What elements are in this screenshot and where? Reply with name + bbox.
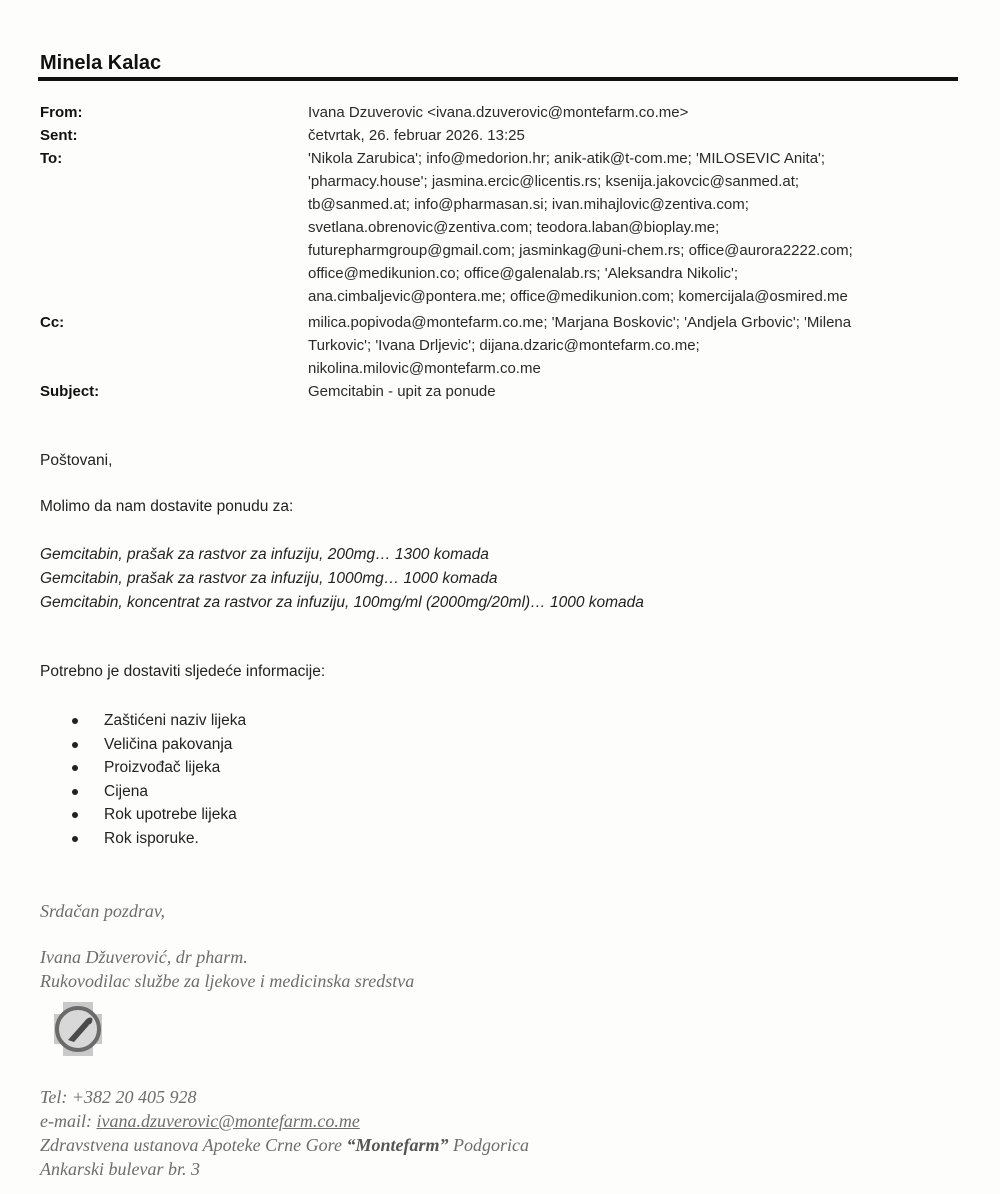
- org-city: Podgorica: [452, 1135, 529, 1155]
- email-label: e-mail:: [40, 1111, 92, 1131]
- to-line: office@medikunion.co; office@galenalab.rs; 'Aleksandra Nikolic';: [308, 265, 739, 282]
- to-line: 'Nikola Zarubica'; info@medorion.hr; anik-atik@t-com.me; 'MILOSEVIC Anita';: [308, 150, 826, 167]
- sent-label: Sent:: [40, 127, 78, 144]
- organization-line: [40, 1133, 529, 1157]
- signature-address: Ankarski bulevar br. 3: [40, 1159, 200, 1179]
- org-name: “Montefarm”: [346, 1135, 449, 1155]
- list-item: Veličina pakovanja: [68, 733, 246, 757]
- signature-email-row: [40, 1109, 360, 1133]
- signature-email-link[interactable]: ivana.dzuverovic@montefarm.co.me: [96, 1111, 360, 1131]
- signer-name: Ivana Džuverović, dr pharm.: [40, 947, 248, 967]
- cc-recipients: [308, 311, 958, 380]
- subject-value: Gemcitabin - upit za ponude: [308, 383, 496, 400]
- mailbox-owner-name: Minela Kalac: [40, 52, 162, 74]
- list-item: Cijena: [68, 780, 246, 804]
- request-text: Molimo da nam dostavite ponudu za:: [40, 498, 294, 515]
- from-value: Ivana Dzuverovic <ivana.dzuverovic@montefarm.co.me>: [308, 104, 689, 121]
- sent-value: četvrtak, 26. februar 2026. 13:25: [308, 127, 525, 144]
- closing: Srdačan pozdrav,: [40, 901, 165, 921]
- to-line: 'pharmacy.house'; jasmina.ercic@licentis.rs; ksenija.jakovcic@sanmed.at;: [308, 173, 800, 190]
- to-line: tb@sanmed.at; info@pharmasan.si; ivan.mihajlovic@zentiva.com;: [308, 196, 749, 213]
- requested-item: Gemcitabin, prašak za rastvor za infuziju, 1000mg… 1000 komada: [40, 570, 498, 587]
- org-prefix: Zdravstvena ustanova Apoteke Crne Gore: [40, 1135, 342, 1155]
- to-line: svetlana.obrenovic@zentiva.com; teodora.laban@bioplay.me;: [308, 219, 720, 236]
- to-label: To:: [40, 150, 63, 167]
- list-item: Proizvođač lijeka: [68, 756, 246, 780]
- info-intro: Potrebno je dostaviti sljedeće informacije:: [40, 663, 326, 680]
- cc-label: Cc:: [40, 314, 65, 331]
- montefarm-logo-icon: [44, 1000, 112, 1058]
- list-item: Rok upotrebe lijeka: [68, 803, 246, 827]
- list-item: Rok isporuke.: [68, 827, 246, 851]
- signer-title: Rukovodilac službe za ljekove i medicinska sredstva: [40, 971, 415, 991]
- cc-line: milica.popivoda@montefarm.co.me; 'Marjana Boskovic'; 'Andjela Grbovic'; 'Milena: [308, 314, 852, 331]
- to-line: futurepharmgroup@gmail.com; jasminkag@uni-chem.rs; office@aurora2222.com;: [308, 242, 853, 259]
- requested-item: Gemcitabin, prašak za rastvor za infuziju, 200mg… 1300 komada: [40, 546, 489, 563]
- cc-line: nikolina.milovic@montefarm.co.me: [308, 360, 541, 377]
- header-divider: [38, 77, 958, 81]
- list-item: Zaštićeni naziv lijeka: [68, 709, 246, 733]
- cc-line: Turkovic'; 'Ivana Drljevic'; dijana.dzaric@montefarm.co.me;: [308, 337, 700, 354]
- subject-label: Subject:: [40, 383, 100, 400]
- to-line: ana.cimbaljevic@pontera.me; office@medikunion.com; komercijala@osmired.me: [308, 288, 848, 305]
- signature-phone: Tel: +382 20 405 928: [40, 1087, 197, 1107]
- requested-item: Gemcitabin, koncentrat za rastvor za infuziju, 100mg/ml (2000mg/20ml)… 1000 komada: [40, 594, 644, 611]
- required-info-list: [68, 709, 246, 850]
- requested-items: [40, 543, 644, 615]
- greeting: Poštovani,: [40, 452, 113, 469]
- from-label: From:: [40, 104, 83, 121]
- to-recipients: [308, 147, 958, 308]
